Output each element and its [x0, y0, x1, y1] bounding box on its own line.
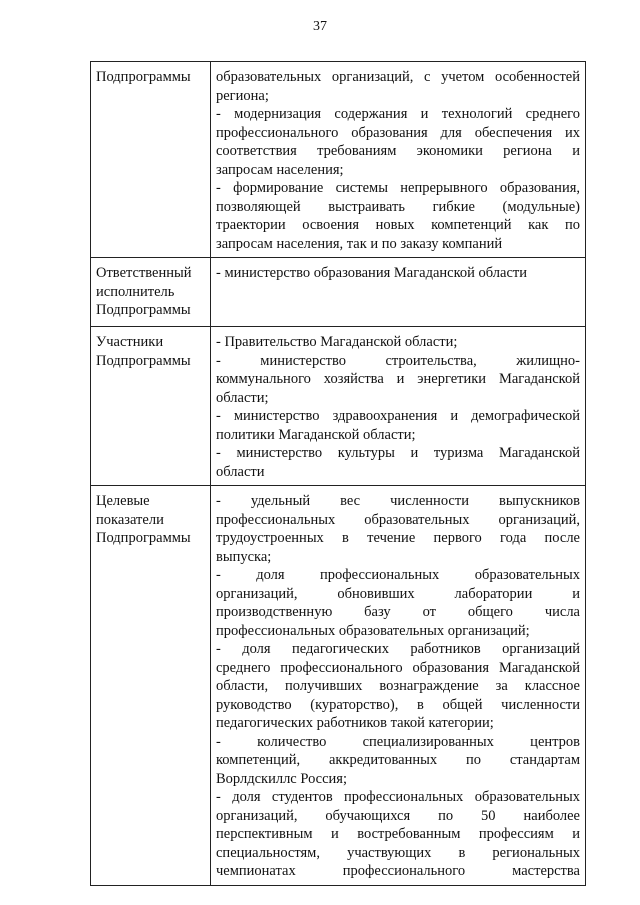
- row-label-line: исполнитель: [96, 283, 175, 300]
- content-line: области: [216, 463, 265, 480]
- content-line: - министерство здравоохранения и демографической: [216, 408, 580, 424]
- content-line: профессионального образования для обеспечения их: [216, 124, 580, 141]
- row-content: [211, 327, 586, 486]
- row-label-line: Подпрограммы: [96, 530, 191, 546]
- content-line: области, получивших вознаграждение за классное: [216, 678, 580, 694]
- content-line: - формирование системы непрерывного образования,: [216, 180, 580, 196]
- row-label-line: Подпрограммы: [96, 302, 191, 318]
- content-line: - Правительство Магаданской области;: [216, 334, 458, 350]
- content-line: специальностям, участвующих в региональных: [216, 844, 580, 861]
- content-line: - доля студентов профессиональных образовательных: [216, 789, 580, 805]
- row-label: [91, 327, 211, 486]
- table-row-subprograms: [91, 62, 586, 258]
- row-label-line: показатели: [96, 511, 164, 528]
- content-line: профессиональных образовательных организаций,: [216, 511, 580, 528]
- content-line: - удельный вес численности выпускников: [216, 493, 580, 509]
- content-line: области;: [216, 389, 269, 406]
- content-line: профессиональных образовательных организаций;: [216, 622, 530, 639]
- content-line: руководство (кураторство), в общей численности: [216, 696, 580, 713]
- passport-table: [90, 61, 586, 886]
- page-number: 37: [313, 19, 327, 34]
- content-line: среднего профессионального образования Магаданской: [216, 659, 580, 676]
- content-line: компетенций, аккредитованных по стандартам: [216, 752, 580, 768]
- content-line: - модернизация содержания и технологий среднего: [216, 106, 580, 122]
- table-row-responsible-executor: [91, 258, 586, 327]
- content-line: организаций, обновивших лаборатории и: [216, 585, 580, 602]
- row-label-line: Подпрограммы: [96, 352, 191, 369]
- content-line: производственную базу от общего числа: [216, 604, 580, 620]
- row-label-line: Подпрограммы: [96, 69, 191, 85]
- content-line: соответствия требованиям экономики региона и: [216, 143, 580, 159]
- content-line: запросам населения, так и по заказу компаний: [216, 235, 503, 252]
- row-label: [91, 258, 211, 327]
- content-line: позволяющей выстраивать гибкие (модульные): [216, 198, 580, 215]
- content-line: выпуска;: [216, 548, 272, 565]
- content-line: - доля профессиональных образовательных: [216, 567, 580, 583]
- row-content: [211, 62, 586, 258]
- content-line: региона;: [216, 87, 269, 104]
- content-line: - министерство строительства, жилищно-: [216, 352, 580, 369]
- content-line: - министерство культуры и туризма Магаданской: [216, 445, 580, 461]
- content-line: коммунального хозяйства и энергетики Магаданской: [216, 371, 580, 387]
- content-line: - количество специализированных центров: [216, 733, 580, 750]
- row-label-line: Целевые: [96, 493, 150, 509]
- content-line: - министерство образования Магаданской области: [216, 265, 528, 281]
- row-label-line: Участники: [96, 334, 164, 350]
- content-line: запросам населения;: [216, 161, 344, 178]
- content-line: Ворлдскиллс Россия;: [216, 770, 348, 787]
- table-row-target-indicators: [91, 486, 586, 886]
- content-line: педагогических работников такой категории;: [216, 715, 494, 731]
- content-line: чемпионатах профессионального мастерства: [216, 863, 580, 879]
- content-line: перспективным и востребованным профессиям и: [216, 826, 580, 842]
- row-content: [211, 486, 586, 886]
- content-line: политики Магаданской области;: [216, 426, 416, 443]
- row-content: [211, 258, 586, 327]
- row-label: [91, 62, 211, 258]
- content-line: образовательных организаций, с учетом особенностей: [216, 69, 580, 85]
- content-line: организаций, обучающихся по 50 наиболее: [216, 807, 580, 824]
- row-label-line: Ответственный: [96, 265, 192, 281]
- row-label: [91, 486, 211, 886]
- table-row-participants: [91, 327, 586, 486]
- content-line: траектории освоения новых компетенций как по: [216, 217, 580, 233]
- content-line: - доля педагогических работников организаций: [216, 641, 580, 657]
- content-line: трудоустроенных в течение первого года после: [216, 530, 580, 546]
